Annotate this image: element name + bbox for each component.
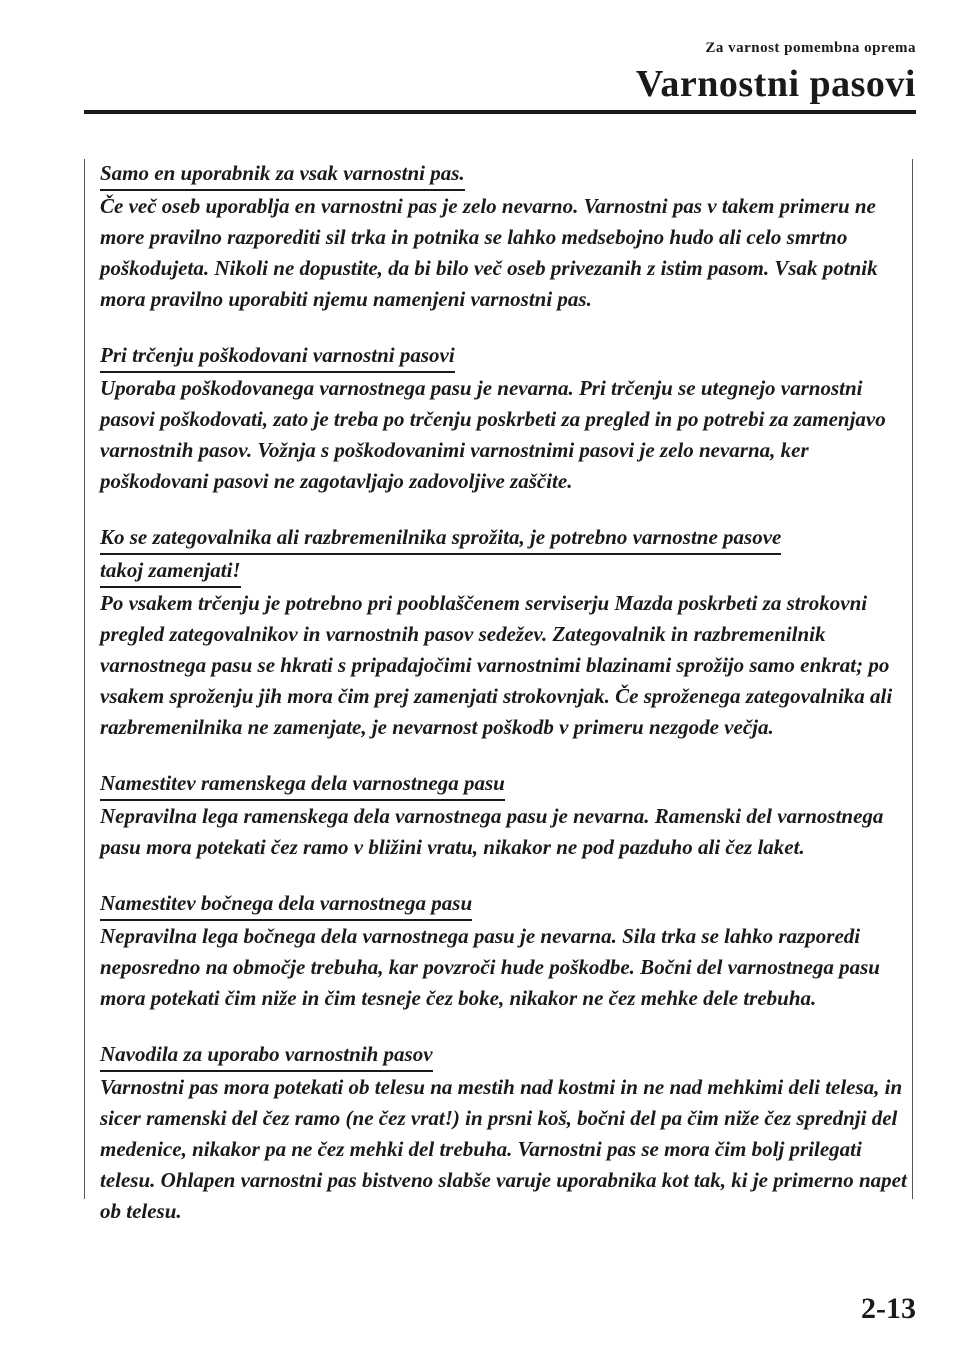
warning-heading: Ko se zategovalnika ali razbremenilnika sprožita, je potrebno varnostne pasove [100,522,781,555]
warning-heading: Namestitev bočnega dela varnostnega pasu [100,888,472,921]
warning-content [100,158,912,1252]
page-title: Varnostni pasovi [635,63,916,105]
warning-text: Če več oseb uporablja en varnostni pas je zelo nevarno. Varnostni pas v takem primeru ne more pravilno razporediti sil trka in potnika se lahko medsebojno hudo ali celo smrtno poškodujeta. Nikoli ne dopustite, da bi bilo več oseb privezanih z istim pasom. Vsak potnik mora pravilno uporabiti njemu namenjeni varnostni pas. [100,194,878,311]
right-margin-rule [912,159,913,1199]
warning-heading-continued: takoj zamenjati! [100,555,241,588]
warning-heading: Navodila za uporabo varnostnih pasov [100,1039,433,1072]
section-title: Za varnost pomembna oprema [705,40,916,56]
warning-text: Uporaba poškodovanega varnostnega pasu je nevarna. Pri trčenju se utegnejo varnostni pasovi poškodovati, zato je treba po trčenju poskrbeti za pregled in po potrebi za zamenjavo varnostnih pasov. Vožnja s poškodovanimi varnostnimi pasovi je zelo nevarna, ker poškodovani pasovi ne zagotavljajo zadovoljive zaščite. [100,376,886,493]
header-divider [84,110,916,114]
left-margin-rule [84,159,85,1199]
warning-text: Nepravilna lega ramenskega dela varnostnega pasu je nevarna. Ramenski del varnostnega pasu mora potekati čez ramo v bližini vratu, nikakor ne pod pazduho ali čez laket. [100,804,884,859]
warning-text: Nepravilna lega bočnega dela varnostnega pasu je nevarna. Sila trka se lahko razporedi neposredno na območje trebuha, kar povzroči hude poškodbe. Bočni del varnostnega pasu mora potekati čim niže in čim tesneje čez boke, nikakor ne čez mehke dele trebuha. [100,924,880,1010]
page-number: 2-13 [861,1292,916,1325]
warning-block [100,768,912,863]
warning-text: Varnostni pas mora potekati ob telesu na mestih nad kostmi in ne nad mehkimi deli telesa, in sicer ramenski del čez ramo (ne čez vrat!) in prsni koš, bočni del pa čim niže čez sprednji del medenice, nikakor pa ne čez mehki del trebuha. Varnostni pas se mora čim bolj prilegati telesu. Ohlapen varnostni pas bistveno slabše varuje uporabnika kot tak, ki je primerno napet ob telesu. [100,1075,907,1223]
warning-heading: Pri trčenju poškodovani varnostni pasovi [100,340,455,373]
warning-block [100,340,912,497]
warning-block [100,888,912,1014]
warning-block [100,1039,912,1227]
warning-heading: Namestitev ramenskega dela varnostnega pasu [100,768,505,801]
warning-block [100,522,912,743]
warning-block [100,158,912,315]
warning-text: Po vsakem trčenju je potrebno pri pooblaščenem serviserju Mazda poskrbeti za strokovni pregled zategovalnikov in varnostnih pasov sedežev. Zategovalnik in razbremenilnik varnostnega pasu se hkrati s pripadajočimi varnostnimi blazinami sprožijo samo enkrat; po vsakem sproženju jih mora čim prej zamenjati strokovnjak. Če sproženega zategovalnika ali razbremenilnika ne zamenjate, je nevarnost poškodb v primeru nezgode večja. [100,591,893,739]
warning-heading: Samo en uporabnik za vsak varnostni pas. [100,158,465,191]
